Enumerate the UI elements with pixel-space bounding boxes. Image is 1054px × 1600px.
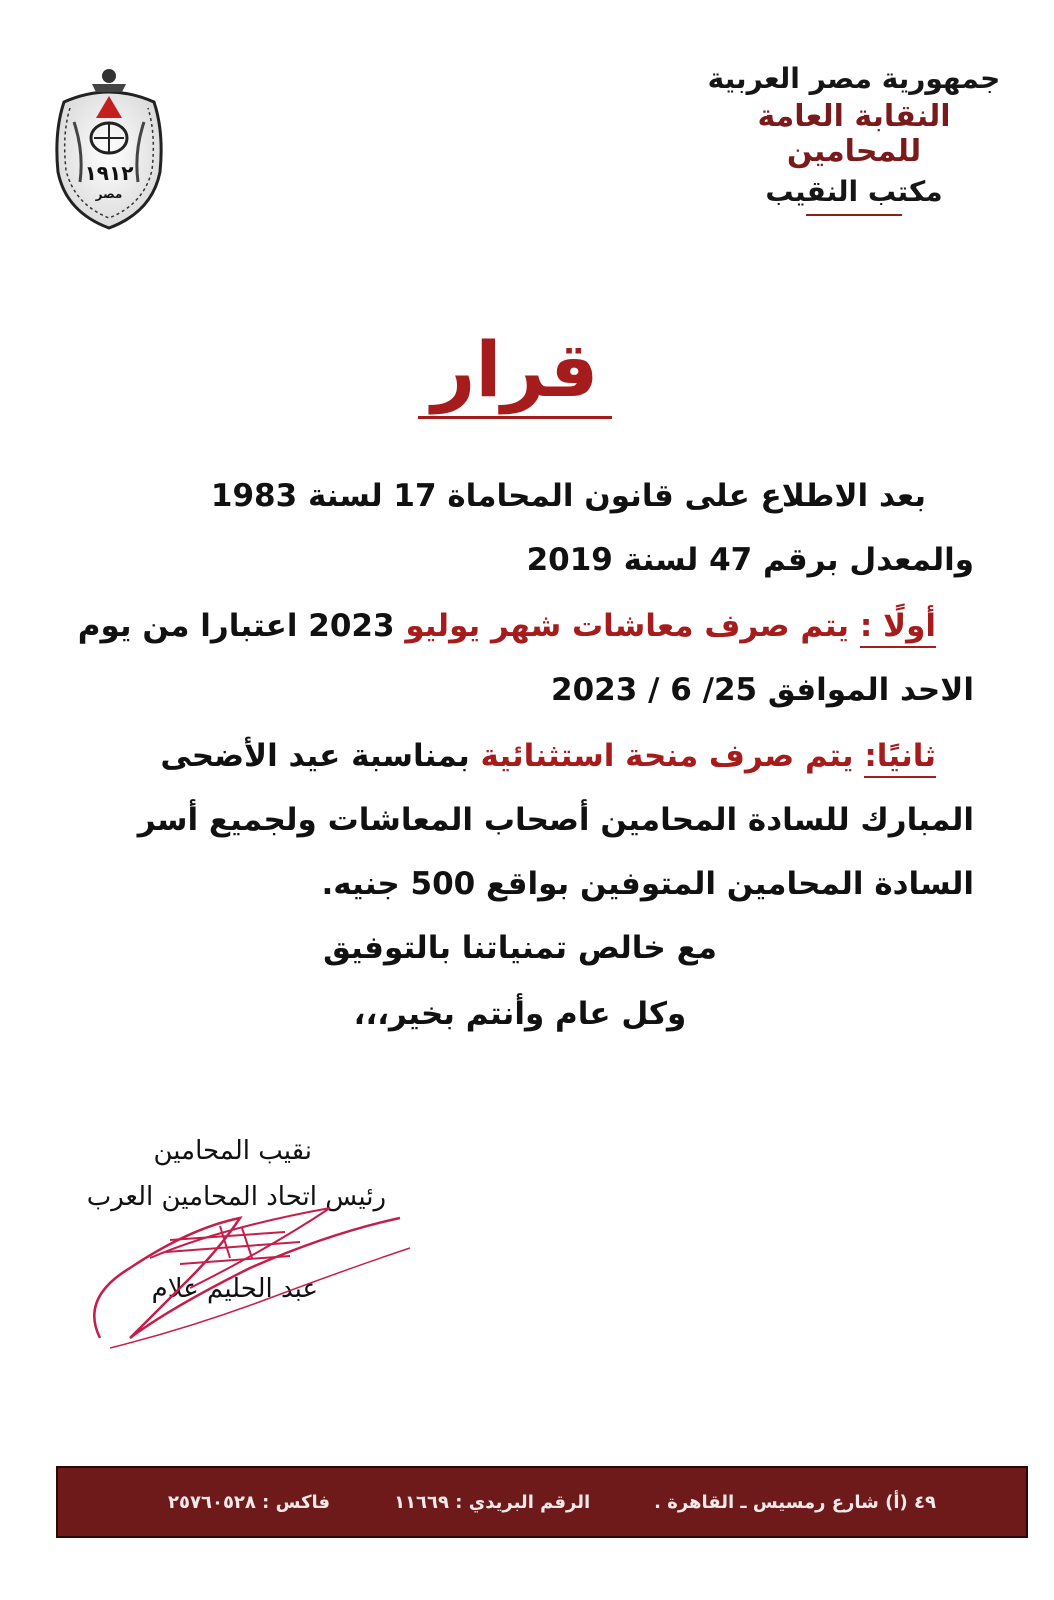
second-highlight: يتم صرف منحة استثنائية bbox=[480, 738, 854, 774]
closing-line-2: وكل عام وأنتم بخير،،، bbox=[353, 996, 687, 1032]
footer-fax: فاكس : ٢٥٧٦٠٥٢٨ bbox=[168, 1491, 331, 1513]
first-label: أولًا : bbox=[860, 608, 936, 648]
first-rest: 2023 اعتبارا من يوم bbox=[77, 608, 395, 644]
letterhead-office: مكتب النقيب bbox=[765, 175, 943, 208]
body-line-first bbox=[78, 606, 936, 646]
letterhead-rule bbox=[806, 214, 902, 216]
letterhead-syndicate: النقابة العامة للمحامين bbox=[757, 99, 951, 169]
syndicate-logo-icon bbox=[44, 62, 174, 232]
letterhead-country: جمهورية مصر العربية bbox=[707, 62, 1001, 95]
letterhead bbox=[694, 62, 1014, 216]
handwritten-signature bbox=[70, 1188, 430, 1358]
document-title bbox=[400, 325, 630, 419]
footer-address: ٤٩ (أ) شارع رمسيس ـ القاهرة . bbox=[654, 1491, 936, 1513]
footer-postal: الرقم البريدي : ١١٦٦٩ bbox=[394, 1491, 591, 1513]
body-line-2: والمعدل برقم 47 لسنة 2019 bbox=[526, 542, 974, 578]
signature-title-2: رئيس اتحاد المحامين العرب bbox=[86, 1182, 386, 1212]
signature-name: عبد الحليم علام bbox=[151, 1274, 318, 1304]
body-line-7: السادة المحامين المتوفين بواقع 500 جنيه. bbox=[321, 866, 974, 902]
title-underline bbox=[418, 416, 612, 419]
body-line-second bbox=[160, 736, 936, 776]
first-highlight: يتم صرف معاشات شهر يوليو bbox=[405, 608, 850, 644]
closing-line-1: مع خالص تمنياتنا بالتوفيق bbox=[323, 930, 717, 966]
body-line-1: بعد الاطلاع على قانون المحاماة 17 لسنة 1983 bbox=[210, 478, 926, 514]
second-rest: بمناسبة عيد الأضحى bbox=[160, 738, 470, 774]
title-text: قرار bbox=[431, 325, 599, 414]
body-line-4: الاحد الموافق 25/ 6 / 2023 bbox=[551, 672, 974, 708]
second-label: ثانيًا: bbox=[864, 738, 936, 778]
body-line-6: المبارك للسادة المحامين أصحاب المعاشات ولجميع أسر bbox=[137, 802, 974, 838]
svg-text:مصر: مصر bbox=[95, 187, 123, 201]
signature-title-1: نقيب المحامين bbox=[153, 1136, 312, 1166]
footer-band bbox=[56, 1466, 1028, 1538]
svg-text:١٩١٢: ١٩١٢ bbox=[84, 161, 134, 185]
